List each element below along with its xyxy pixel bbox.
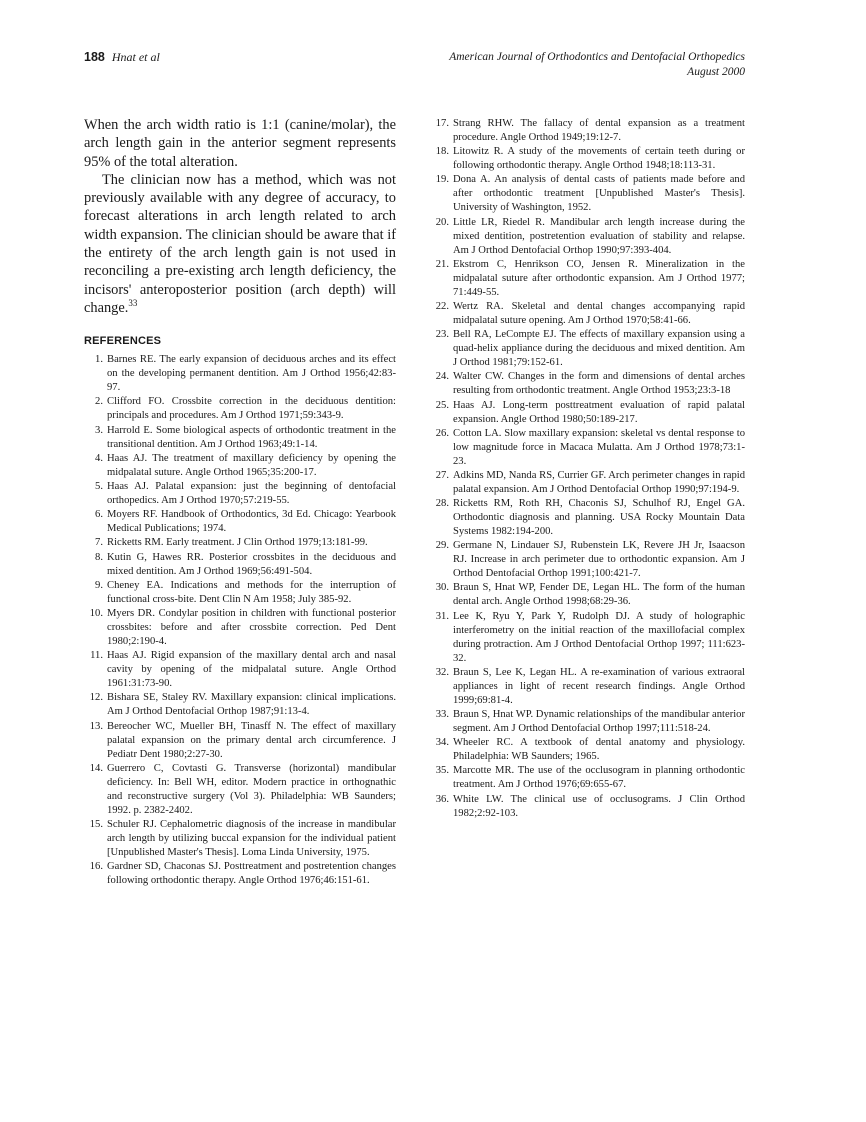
reference-item [430,610,745,666]
reference-text: Moyers RF. Handbook of Orthodontics, 3d Ed. Chicago: Yearbook Medical Publications; 1974. [107,509,396,535]
reference-number: 27. [435,469,449,481]
reference-number: 21. [435,258,449,270]
reference-item [430,370,745,398]
reference-text: Strang RHW. The fallacy of dental expansion as a treatment procedure. Angle Orthod 1949;19:12-7. [453,118,745,143]
reference-list [430,117,745,821]
page-number: 188 [84,50,105,64]
paragraph-text: The clinician now has a method, which was not previously available with any degree of accuracy, to forecast alterations in arch length related to arch width expansion. The clinician should be aware that if the entirety of the arch length gain is not used in reconciling a pre-existing arch length deficiency, the incisors' anteroposterior position (arch depth) will change. [84,171,396,316]
reference-item [430,117,745,145]
reference-number: 18. [435,146,449,158]
reference-number: 1. [95,354,103,366]
reference-number: 26. [435,427,449,439]
reference-text: Adkins MD, Nanda RS, Currier GF. Arch perimeter changes in rapid palatal expansion. Am J Orthod Dentofacial Orthop 1990;97:194-9. [453,469,745,495]
reference-item [430,497,745,539]
reference-text: Guerrero C, Covtasti G. Transverse (horizontal) mandibular deficiency. In: Bell WH, editor. Modern practice in orthognathic and reconstructive surgery (Vol 3). Philadelphia: WB Saunders; 1992. p. 2382-2402. [107,762,396,816]
reference-number: 35. [435,765,449,777]
reference-number: 6. [95,509,103,521]
reference-text: Haas AJ. Long-term posttreatment evaluation of rapid palatal expansion. Angle Orthod 1980;50:189-217. [453,399,745,425]
reference-item [84,691,396,719]
reference-text: Barnes RE. The early expansion of deciduous arches and its effect on the developing permanent dentition. Am J Orthod 1956;42:83-97. [107,354,396,394]
reference-item [84,649,396,691]
reference-item [430,764,745,792]
reference-number: 15. [89,818,103,830]
reference-text: Bereocher WC, Mueller BH, Tinasff N. The effect of maxillary palatal expansion on the primary dental arch circumference. J Pediatr Dent 1980;2:27-30. [107,720,396,760]
reference-text: Haas AJ. Rigid expansion of the maxillary dental arch and nasal cavity by opening of the midpalatal suture. Angle Orthod 1961:31:73-90. [107,650,396,690]
reference-item [430,581,745,609]
reference-item [430,539,745,581]
reference-text: Haas AJ. Palatal expansion: just the beginning of dentofacial orthopedics. Am J Orthod 1970;57:219-55. [107,481,396,507]
reference-item [430,300,745,328]
reference-text: Gardner SD, Chaconas SJ. Posttreatment and postretention changes following orthodontic therapy. Angle Orthod 1976;46:151-61. [107,861,396,887]
reference-text: Walter CW. Changes in the form and dimensions of dental arches resulting from orthodontic treatment. Angle Orthod 1953;23:3-18 [453,371,745,397]
reference-text: Ekstrom C, Henrikson CO, Jensen R. Mineralization in the midpalatal suture after orthodontic expansion. Am J Orthod 1977; 71:449-55. [453,258,745,298]
reference-number: 16. [89,861,103,873]
reference-item [84,353,396,395]
reference-number: 19. [435,174,449,186]
reference-text: Braun S, Lee K, Legan HL. A re-examination of various extraoral appliances in light of recent research findings. Angle Orthod 1999;69:81-4. [453,666,745,706]
reference-number: 25. [435,399,449,411]
reference-item [84,860,396,888]
reference-text: Braun S, Hnat WP. Dynamic relationships of the mandibular anterior segment. Am J Orthod Dentofacial Orthop 1997;111:518-24. [453,709,745,734]
left-column [84,116,396,888]
reference-item [84,720,396,762]
reference-number: 24. [435,371,449,383]
reference-item [430,708,745,736]
reference-text: Dona A. An analysis of dental casts of patients made before and after orthodontic treatment [Unpublished Master's Thesis]. University of Washington, 1952. [453,174,745,214]
reference-text: Haas AJ. The treatment of maxillary deficiency by opening the midpalatal suture. Angle Orthod 1965;35:200-17. [107,452,396,478]
reference-item [430,427,745,469]
body-text [84,116,396,317]
reference-item [84,536,396,550]
reference-number: 8. [95,551,103,563]
reference-number: 4. [95,452,103,464]
reference-text: Ricketts RM. Early treatment. J Clin Orthod 1979;13:181-99. [107,537,368,549]
running-authors: Hnat et al [111,50,160,64]
reference-text: Ricketts RM, Roth RH, Chaconis SJ, Schulhof RJ, Engel GA. Orthodontic diagnosis and planning. USA Rocky Mountain Data Systems 1982:194-200. [453,498,745,538]
reference-number: 28. [435,498,449,510]
references-heading: REFERENCES [84,335,162,348]
reference-item [430,469,745,497]
reference-item [84,607,396,649]
reference-text: Litowitz R. A study of the movements of certain teeth during or following orthodontic therapy. Angle Orthod 1948;18:113-31. [453,146,745,172]
reference-text: Harrold E. Some biological aspects of orthodontic treatment in the transitional dentition. Am J Orthod 1963;49:1-14. [107,424,396,450]
reference-number: 32. [435,666,449,678]
reference-number: 2. [95,396,103,408]
reference-number: 23. [435,329,449,341]
reference-item [84,579,396,607]
reference-number: 20. [435,216,449,228]
reference-number: 36. [435,793,449,805]
reference-number: 3. [95,424,103,436]
reference-number: 9. [95,579,103,591]
reference-item [430,173,745,215]
right-column [430,117,745,821]
running-header-left [84,50,160,65]
reference-number: 30. [435,582,449,594]
reference-number: 29. [435,540,449,552]
reference-text: Clifford FO. Crossbite correction in the deciduous dentition: principals and procedures. Am J Orthod 1971;59:343-9. [107,396,396,422]
reference-number: 22. [435,300,449,312]
reference-item [84,818,396,860]
reference-item [430,666,745,708]
reference-item [430,793,745,821]
reference-text: Myers DR. Condylar position in children with functional posterior crossbites: before and after crossbite correction. Ped Dent 1980;2:190-4. [107,607,396,647]
reference-item [84,551,396,579]
reference-item [430,328,745,370]
reference-number: 31. [435,610,449,622]
issue-date: August 2000 [687,66,745,78]
reference-item [84,452,396,480]
reference-number: 7. [95,537,103,549]
reference-number: 33. [435,709,449,720]
journal-title: American Journal of Orthodontics and Dentofacial Orthopedics [449,51,745,63]
reference-text: Kutin G, Hawes RR. Posterior crossbites in the deciduous and mixed dentition. Am J Orthod 1969;56:491-504. [107,551,396,577]
reference-text: Germane N, Lindauer SJ, Rubenstein LK, Revere JH Jr, Isaacson RJ. Increase in arch perimeter due to orthodontic expansion. Am J Orthod Dentofacial Orthop 1991;100:421-7. [453,540,745,580]
reference-number: 10. [89,607,103,619]
reference-number: 17. [435,118,449,129]
reference-number: 13. [89,720,103,732]
reference-item [430,258,745,300]
reference-item [430,145,745,173]
reference-item [84,424,396,452]
reference-text: Bishara SE, Staley RV. Maxillary expansion: clinical implications. Am J Orthod Dentofacial Orthop 1987;91:13-4. [107,692,396,718]
reference-number: 14. [89,762,103,774]
running-header-right [449,50,745,80]
citation-superscript: 33 [128,298,138,309]
reference-list [84,353,396,888]
reference-item [430,216,745,258]
reference-text: Cheney EA. Indications and methods for the interruption of functional cross-bite. Dent Clin N Am 1958; July 385-92. [107,579,396,605]
reference-item [430,399,745,427]
reference-text: Lee K, Ryu Y, Park Y, Rudolph DJ. A study of holographic interferometry on the initial reaction of the maxillofacial complex during protraction. Am J Orthod Dentofacial Orthop 1997; 111:623-32. [453,610,745,664]
reference-text: Little LR, Riedel R. Mandibular arch length increase during the mixed dentition, postretention evaluation of stability and relapse. Am J Orthod Dentofacial Orthop 1990;97:393-404. [453,216,745,256]
reference-text: Braun S, Hnat WP, Fender DE, Legan HL. The form of the human dental arch. Angle Orthod 1998;68:29-36. [453,582,745,608]
reference-text: Wheeler RC. A textbook of dental anatomy and physiology. Philadelphia: WB Saunders; 1965. [453,737,745,763]
paragraph [84,171,396,317]
reference-number: 5. [95,481,103,493]
reference-item [84,395,396,423]
reference-text: Cotton LA. Slow maxillary expansion: skeletal vs dental response to low magnitude force in Macaca Mulatta. Am J Orthod 1978;73:1-23. [453,427,745,467]
reference-item [84,762,396,818]
reference-text: White LW. The clinical use of occlusograms. J Clin Orthod 1982;2:92-103. [453,793,745,819]
reference-number: 11. [90,650,103,662]
reference-text: Marcotte MR. The use of the occlusogram in planning orthodontic treatment. Am J Orthod 1976;69:655-67. [453,765,745,791]
reference-item [84,508,396,536]
reference-item [430,736,745,764]
reference-text: Schuler RJ. Cephalometric diagnosis of the increase in mandibular arch length by utilizing buccal expansion for the individual patient [Unpublished Master's Thesis]. Loma Linda University, 1975. [107,818,396,858]
paragraph: When the arch width ratio is 1:1 (canine/molar), the arch length gain in the anterior segment represents 95% of the total alteration. [84,117,396,170]
reference-item [84,480,396,508]
reference-number: 34. [435,737,449,749]
reference-text: Bell RA, LeCompte EJ. The effects of maxillary expansion using a quad-helix appliance during the deciduous and mixed dentition. Am J Orthod 1981;79:152-61. [453,329,745,369]
reference-number: 12. [89,692,103,704]
reference-text: Wertz RA. Skeletal and dental changes accompanying rapid midpalatal suture opening. Am J Orthod 1970;58:41-66. [453,300,745,326]
